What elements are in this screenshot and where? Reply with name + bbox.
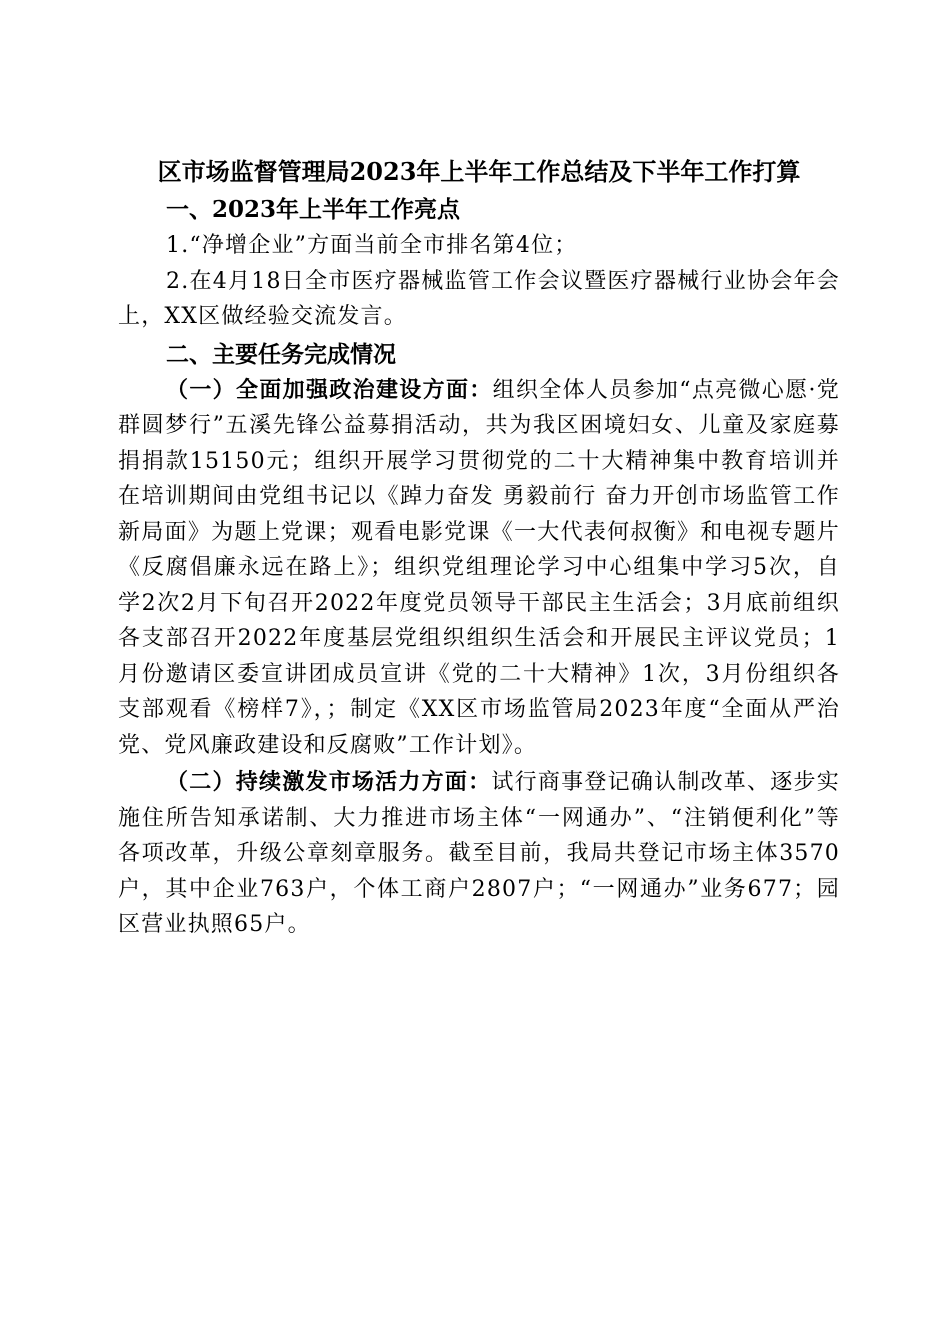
highlight-item-1: 1.“净增企业”方面当前全市排名第4位；	[166, 233, 578, 258]
political-building-paragraph	[118, 373, 840, 764]
document-title: 区市场监督管理局2023年上半年工作总结及下半年工作打算	[157, 157, 801, 186]
market-vitality-paragraph	[118, 765, 840, 943]
political-building-lead: （一）全面加强政治建设方面：	[166, 376, 493, 403]
section-2-heading: 二、主要任务完成情况	[166, 340, 396, 368]
highlight-item-2: 2.在4月18日全市医疗器械监管工作会议暨医疗器械行业协会年会上，XX区做经验交流发言。	[118, 268, 840, 329]
market-vitality-text: 试行商事登记确认制改革、逐步实施住所告知承诺制、大力推进市场主体“一网通办”、“注销便利化”等各项改革，升级公章刻章服务。截至目前，我局共登记市场主体3570户，其中企业763户，个体工商户2807户；“一网通办”业务677；园区营业执照65户。	[118, 770, 840, 937]
political-building-text: 组织全体人员参加“点亮微心愿·党群圆梦行”五溪先锋公益募捐活动，共为我区困境妇女、儿童及家庭募捐捐款15150元；组织开展学习贯彻党的二十大精神集中教育培训并在培训期间由党组书记以《踔力奋发 勇毅前行 奋力开创市场监管工作新局面》为题上党课；观看电影党课《一大代表何叔衡》和电视专题片《反腐倡廉永远在路上》；组织党组理论学习中心组集中学习5次，自学2次2月下旬召开2022年度党员领导干部民主生活会；3月底前组织各支部召开2022年度基层党组织组织生活会和开展民主评议党员；1月份邀请区委宣讲团成员宣讲《党的二十大精神》1次，3月份组织各支部观看《榜样7》，；制定《XX区市场监管局2023年度“全面从严治党、党风廉政建设和反腐败”工作计划》。	[118, 377, 840, 758]
document-body	[118, 152, 840, 943]
market-vitality-lead: （二）持续激发市场活力方面：	[166, 769, 492, 795]
section-1-heading: 一、2023年上半年工作亮点	[166, 196, 461, 223]
